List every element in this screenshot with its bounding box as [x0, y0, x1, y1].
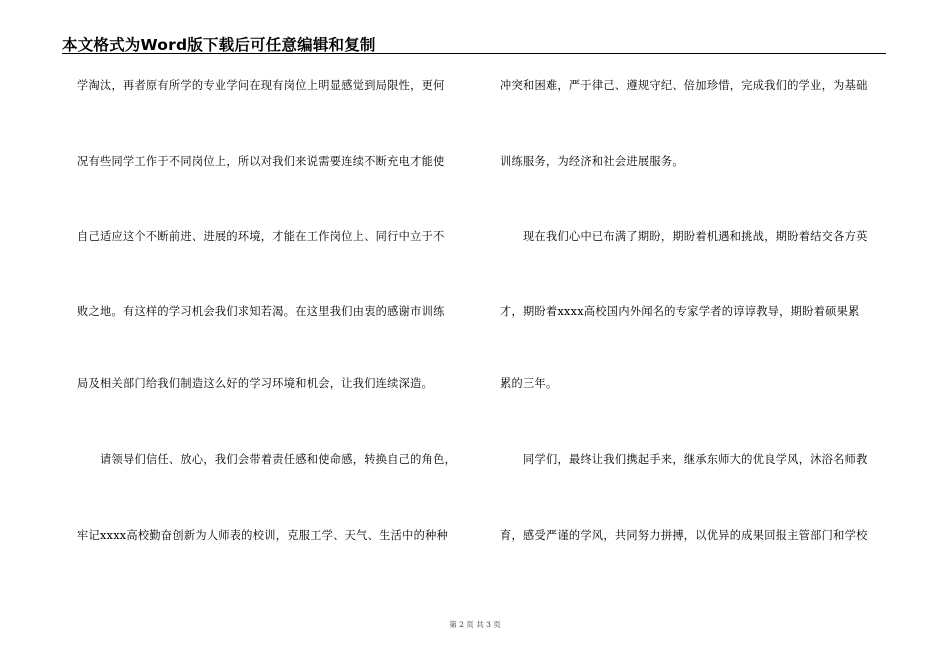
paragraph-first-line: 同学们，最终让我们携起手来，继承东师大的优良学风，沐浴名师教	[523, 453, 868, 466]
text-line: 才，期盼着xxxx高校国内外闻名的专家学者的谆谆教导，期盼着硕果累	[500, 305, 860, 318]
text-line: 累的三年。	[500, 377, 558, 390]
text-line: 育，感受严谨的学风，共同努力拼搏，以优异的成果回报主管部门和学校	[500, 529, 868, 542]
text-line: 冲突和困难，严于律己、遵规守纪、倍加珍惜，完成我们的学业，为基础	[500, 79, 868, 92]
page-number-footer: 第 2 页 共 3 页	[449, 620, 501, 629]
text-line: 训练服务，为经济和社会进展服务。	[500, 155, 684, 168]
paragraph-first-line: 请领导们信任、放心，我们会带着责任感和使命感，转换自己的角色，	[100, 453, 457, 466]
header-divider	[62, 53, 886, 54]
text-line: 牢记xxxx高校勤奋创新为人师表的校训，克服工学、天气、生活中的种种	[77, 529, 449, 542]
paragraph-first-line: 现在我们心中已布满了期盼，期盼着机遇和挑战，期盼着结交各方英	[523, 230, 868, 243]
text-line: 况有些同学工作于不同岗位上，所以对我们来说需要连续不断充电才能使	[77, 155, 445, 168]
text-line: 自己适应这个不断前进、进展的环境，才能在工作岗位上、同行中立于不	[77, 230, 445, 243]
document-header-title: 本文格式为Word版下载后可任意编辑和复制	[62, 36, 376, 54]
text-line: 局及相关部门给我们制造这么好的学习环境和机会，让我们连续深造。	[77, 377, 434, 390]
text-line: 败之地。有这样的学习机会我们求知若渴。在这里我们由衷的感谢市训练	[77, 305, 445, 318]
text-line: 学淘汰，再者原有所学的专业学问在现有岗位上明显感觉到局限性，更何	[77, 79, 445, 92]
